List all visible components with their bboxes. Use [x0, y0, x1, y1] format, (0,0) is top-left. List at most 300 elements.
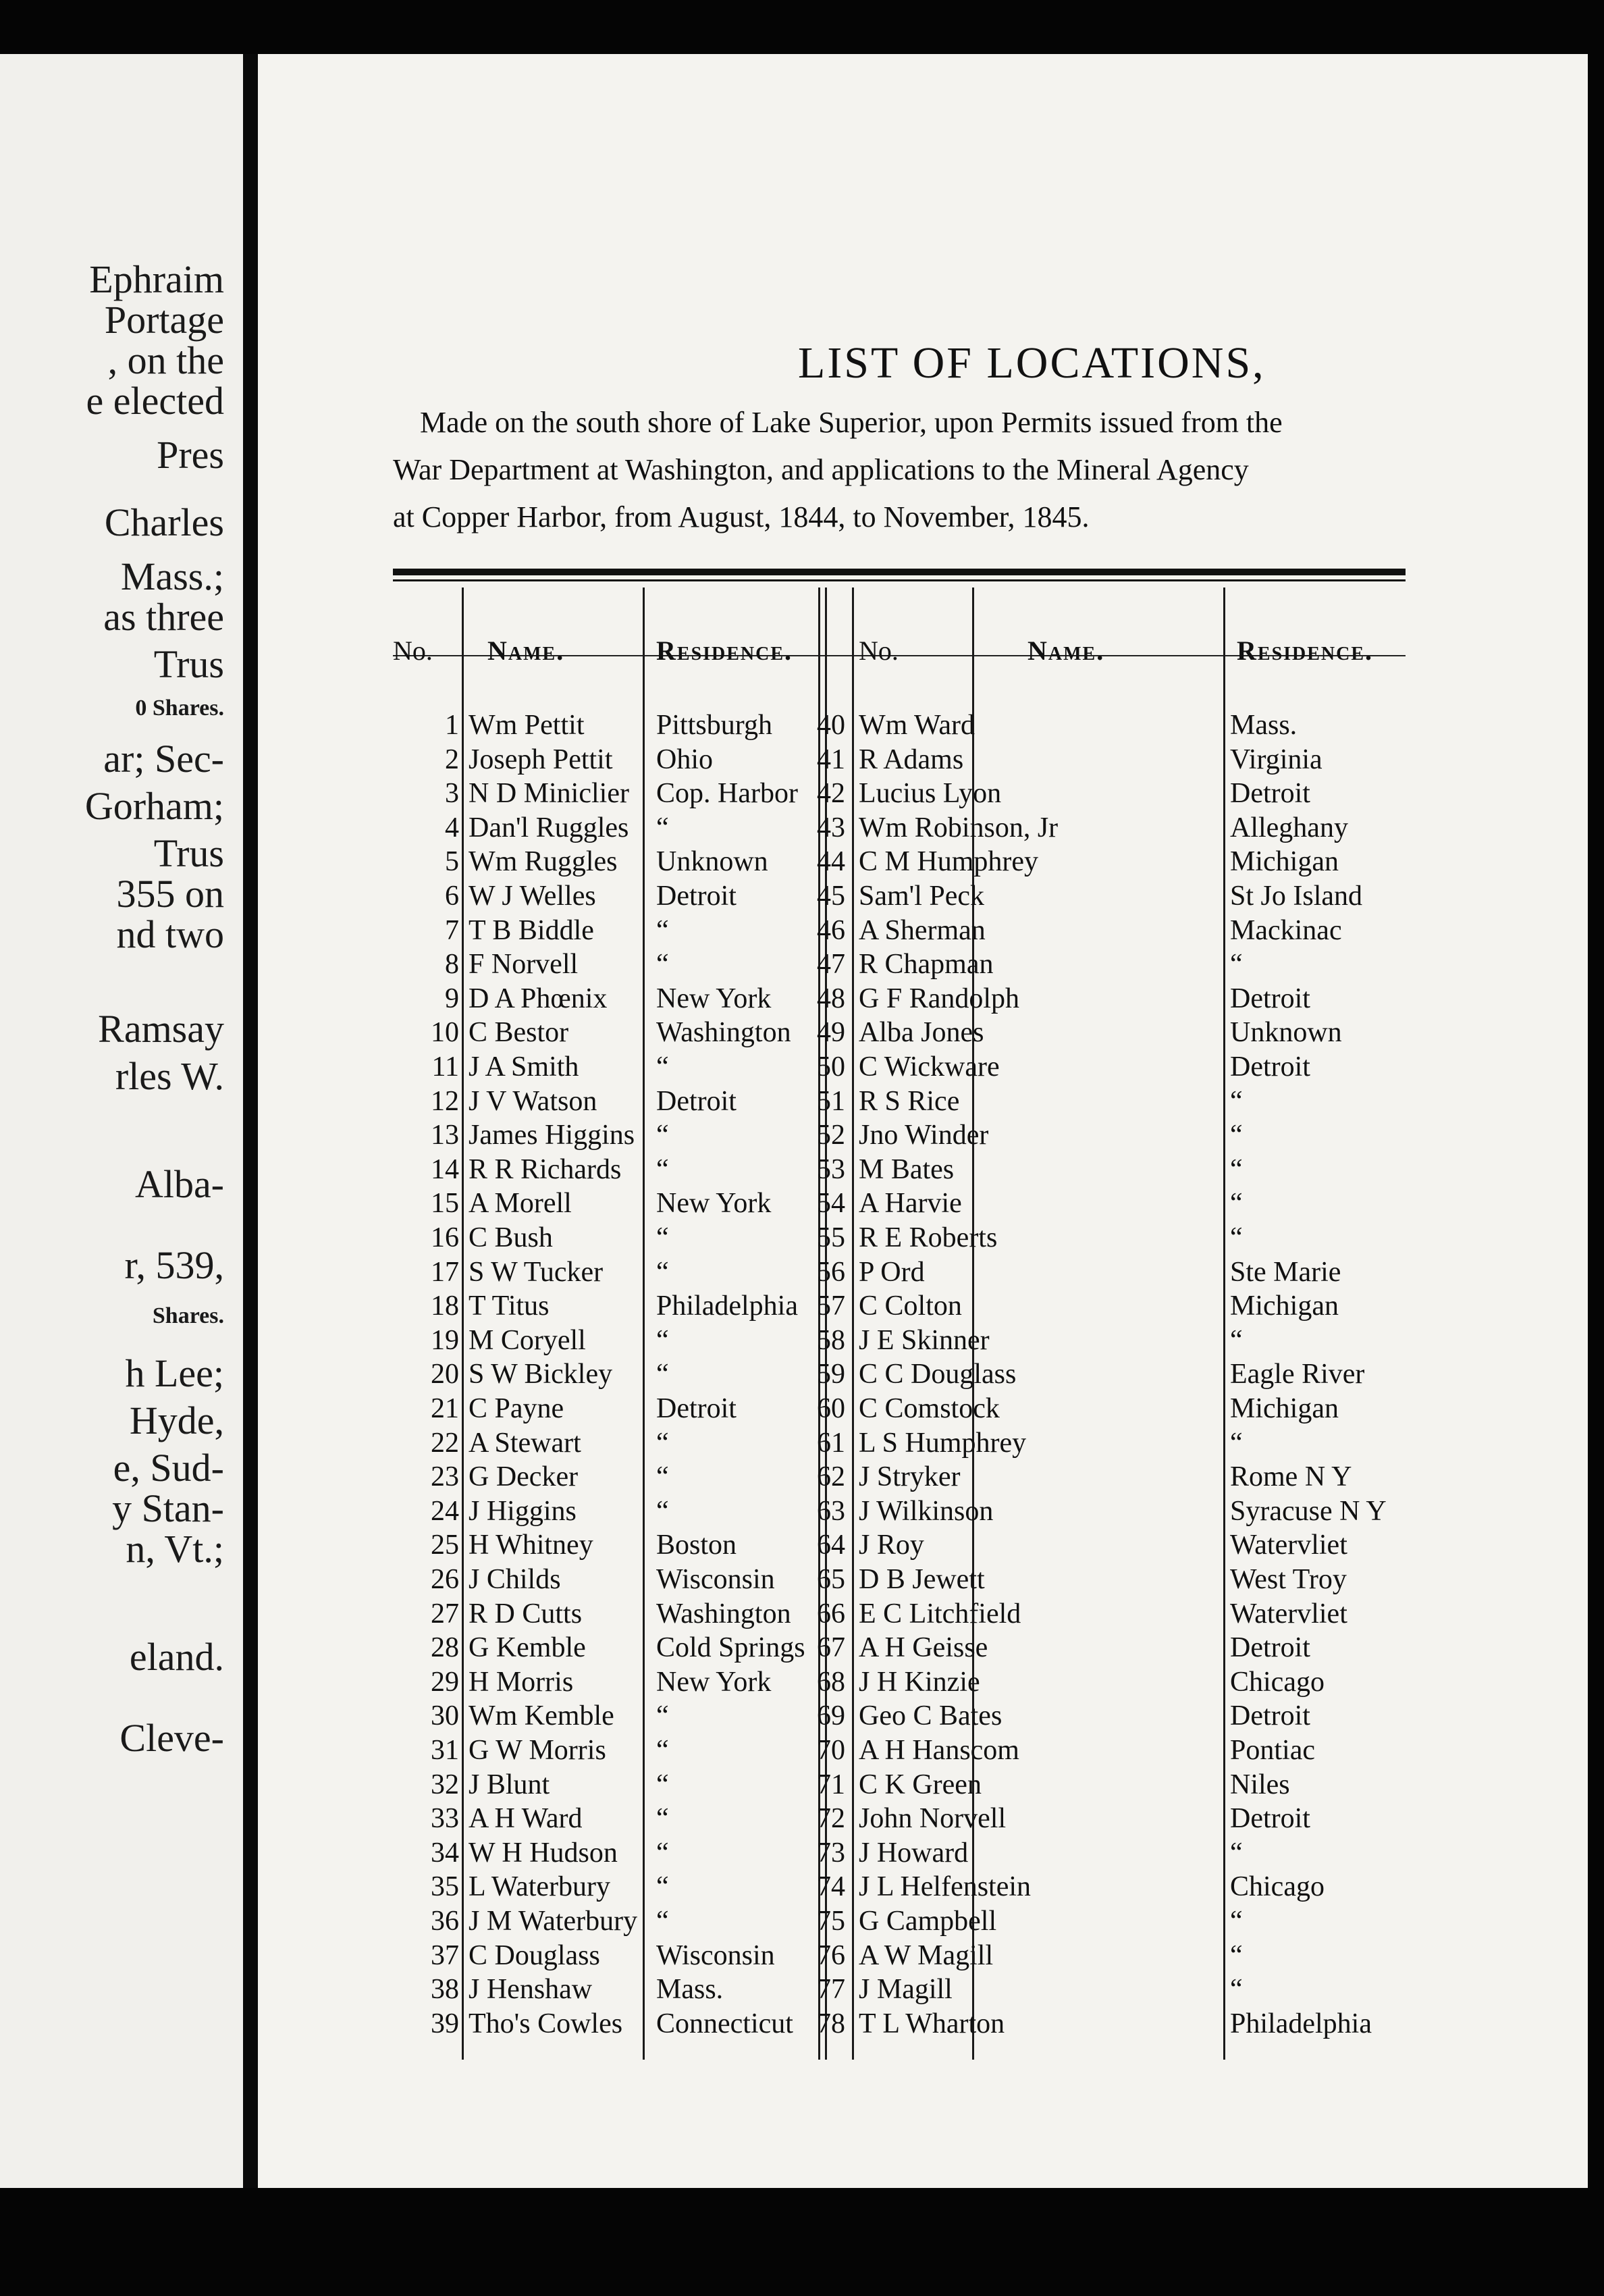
location-number: 73	[817, 1837, 845, 1869]
facing-page-line: Ramsay	[98, 1007, 224, 1051]
facing-page-line: , on the	[107, 338, 224, 382]
holder-residence: Detroit	[656, 1393, 737, 1424]
table-row	[386, 1119, 1412, 1153]
holder-residence: “	[656, 812, 669, 843]
document-page	[258, 54, 1588, 2188]
holder-residence: Unknown	[1230, 1017, 1342, 1049]
holder-name: E C Litchfield	[859, 1598, 1021, 1629]
table-row	[386, 1598, 1412, 1632]
holder-residence: “	[1230, 1974, 1243, 2006]
holder-residence: Detroit	[656, 1085, 737, 1117]
location-number: 31	[431, 1735, 459, 1766]
holder-name: L S Humphrey	[859, 1427, 1027, 1459]
table-row	[386, 1495, 1412, 1529]
holder-name: D A Phœnix	[469, 983, 608, 1014]
table-row	[386, 1187, 1412, 1221]
holder-residence: Unknown	[656, 846, 768, 878]
holder-residence: Washington	[656, 1598, 791, 1629]
holder-residence: Syracuse N Y	[1230, 1495, 1387, 1527]
holder-residence: “	[656, 1461, 669, 1493]
facing-page-line: Trus	[153, 831, 224, 875]
table-row	[386, 1358, 1412, 1392]
holder-name: Dan'l Ruggles	[469, 812, 629, 843]
location-number: 49	[817, 1017, 845, 1049]
holder-residence: “	[1230, 949, 1243, 981]
header-name-right: Name.	[1027, 635, 1105, 666]
facing-page-line: Cleve-	[119, 1716, 224, 1760]
location-number: 51	[817, 1085, 845, 1117]
page-title: LIST OF LOCATIONS,	[798, 338, 1266, 388]
location-number: 68	[817, 1666, 845, 1698]
holder-residence: Chicago	[1230, 1666, 1325, 1698]
facing-page-line: r, 539,	[124, 1243, 224, 1287]
holder-name: R S Rice	[859, 1085, 960, 1117]
holder-residence: “	[656, 1495, 669, 1527]
location-number: 70	[817, 1735, 845, 1766]
holder-residence: Cold Springs	[656, 1632, 805, 1664]
facing-page-line: rles W.	[115, 1054, 224, 1098]
table-row	[386, 777, 1412, 811]
location-number: 62	[817, 1461, 845, 1493]
location-number: 64	[817, 1530, 845, 1561]
location-number: 30	[431, 1700, 459, 1732]
holder-residence: “	[656, 1871, 669, 1903]
holder-residence: Detroit	[656, 881, 737, 912]
holder-name: C Douglass	[469, 1939, 600, 1971]
holder-residence: Boston	[656, 1530, 737, 1561]
holder-residence: “	[656, 949, 669, 981]
holder-name: Joseph Pettit	[469, 743, 613, 775]
holder-residence: “	[656, 1906, 669, 1937]
holder-residence: “	[656, 1324, 669, 1356]
holder-name: G Decker	[469, 1461, 579, 1493]
holder-residence: “	[656, 1256, 669, 1288]
holder-residence: Connecticut	[656, 2008, 793, 2039]
header-name-left: Name.	[487, 635, 565, 666]
holder-residence: Philadelphia	[1230, 2008, 1372, 2039]
location-number: 52	[817, 1120, 845, 1151]
location-number: 56	[817, 1256, 845, 1288]
holder-residence: “	[1230, 1085, 1243, 1117]
holder-name: A Sherman	[859, 914, 986, 946]
location-number: 63	[817, 1495, 845, 1527]
location-number: 18	[431, 1290, 459, 1322]
facing-page-line: as three	[103, 595, 224, 639]
holder-residence: Alleghany	[1230, 812, 1348, 843]
location-number: 1	[445, 710, 459, 741]
holder-name: G Campbell	[859, 1906, 997, 1937]
facing-page-line: Hyde,	[129, 1399, 224, 1442]
holder-residence: Detroit	[1230, 1051, 1310, 1082]
holder-residence: New York	[656, 1666, 772, 1698]
holder-name: M Bates	[859, 1153, 955, 1185]
holder-name: Sam'l Peck	[859, 881, 985, 912]
holder-name: F Norvell	[469, 949, 579, 981]
facing-page-line: Alba-	[134, 1162, 224, 1206]
facing-page-line: h Lee;	[125, 1351, 224, 1395]
holder-name: W J Welles	[469, 881, 596, 912]
holder-residence: “	[656, 1427, 669, 1459]
holder-name: J Childs	[469, 1564, 561, 1595]
facing-page-line: Shares.	[152, 1303, 224, 1328]
holder-name: A Harvie	[859, 1188, 962, 1220]
holder-residence: “	[656, 1153, 669, 1185]
holder-name: C Wickware	[859, 1051, 1000, 1082]
holder-residence: “	[656, 914, 669, 946]
holder-residence: “	[656, 1769, 669, 1800]
location-number: 19	[431, 1324, 459, 1356]
location-number: 2	[445, 743, 459, 775]
location-number: 66	[817, 1598, 845, 1629]
location-number: 54	[817, 1188, 845, 1220]
location-number: 25	[431, 1530, 459, 1561]
holder-residence: Michigan	[1230, 846, 1339, 878]
holder-name: G F Randolph	[859, 983, 1020, 1014]
table-row	[386, 1871, 1412, 1904]
holder-residence: “	[656, 1735, 669, 1766]
location-number: 40	[817, 710, 845, 741]
location-number: 58	[817, 1324, 845, 1356]
location-number: 33	[431, 1803, 459, 1835]
table-row	[386, 1222, 1412, 1255]
facing-page-line: Mass.;	[120, 554, 224, 598]
holder-residence: West Troy	[1230, 1564, 1347, 1595]
location-number: 7	[445, 914, 459, 946]
holder-residence: Watervliet	[1230, 1598, 1347, 1629]
table-row	[386, 1085, 1412, 1119]
holder-residence: Detroit	[1230, 1803, 1310, 1835]
location-number: 55	[817, 1222, 845, 1253]
table-row	[386, 1153, 1412, 1187]
holder-residence: Michigan	[1230, 1290, 1339, 1322]
holder-name: A Morell	[469, 1188, 572, 1220]
holder-name: Jno Winder	[859, 1120, 989, 1151]
holder-residence: “	[656, 1051, 669, 1082]
holder-name: C Comstock	[859, 1393, 1000, 1424]
holder-name: Geo C Bates	[859, 1700, 1002, 1732]
holder-residence: Chicago	[1230, 1871, 1325, 1903]
holder-residence: “	[656, 1120, 669, 1151]
location-number: 41	[817, 743, 845, 775]
holder-name: R Chapman	[859, 949, 994, 981]
location-number: 8	[445, 949, 459, 981]
holder-residence: Cop. Harbor	[656, 778, 798, 810]
book-gutter	[243, 54, 258, 2188]
subtitle-line-2: War Department at Washington, and applications to the Mineral Agency	[393, 453, 1249, 486]
holder-residence: “	[656, 1837, 669, 1869]
facing-page-fragment	[0, 54, 243, 2188]
holder-name: T Titus	[469, 1290, 550, 1322]
holder-name: H Whitney	[469, 1530, 593, 1561]
location-number: 28	[431, 1632, 459, 1664]
holder-name: C Bush	[469, 1222, 553, 1253]
holder-name: H Morris	[469, 1666, 574, 1698]
holder-residence: “	[1230, 1120, 1243, 1151]
holder-name: J Magill	[859, 1974, 953, 2006]
holder-residence: Niles	[1230, 1769, 1290, 1800]
holder-name: S W Bickley	[469, 1359, 613, 1390]
holder-name: M Coryell	[469, 1324, 586, 1356]
location-number: 45	[817, 881, 845, 912]
location-number: 21	[431, 1393, 459, 1424]
facing-page-line: e, Sud-	[113, 1446, 224, 1490]
holder-name: C Colton	[859, 1290, 962, 1322]
holder-name: T L Wharton	[859, 2008, 1005, 2039]
location-number: 17	[431, 1256, 459, 1288]
location-number: 71	[817, 1769, 845, 1800]
location-number: 6	[445, 881, 459, 912]
holder-residence: “	[1230, 1324, 1243, 1356]
location-number: 16	[431, 1222, 459, 1253]
table-row	[386, 948, 1412, 982]
holder-name: G W Morris	[469, 1735, 606, 1766]
table-row	[386, 1734, 1412, 1768]
holder-residence: Wisconsin	[656, 1564, 775, 1595]
subtitle-line-1: Made on the south shore of Lake Superior, upon Permits issued from the	[420, 406, 1283, 439]
locations-table	[386, 588, 1412, 2060]
holder-name: J Higgins	[469, 1495, 577, 1527]
location-number: 20	[431, 1359, 459, 1390]
location-number: 13	[431, 1120, 459, 1151]
location-number: 42	[817, 778, 845, 810]
holder-name: A H Geisse	[859, 1632, 988, 1664]
holder-residence: “	[1230, 1427, 1243, 1459]
holder-residence: St Jo Island	[1230, 881, 1363, 912]
holder-name: A H Hanscom	[859, 1735, 1019, 1766]
holder-residence: Michigan	[1230, 1393, 1339, 1424]
facing-page-line: y Stan-	[112, 1486, 224, 1530]
holder-residence: Pontiac	[1230, 1735, 1315, 1766]
holder-residence: Detroit	[1230, 1632, 1310, 1664]
table-row	[386, 1632, 1412, 1665]
holder-residence: “	[1230, 1222, 1243, 1253]
location-number: 4	[445, 812, 459, 843]
subtitle-line-3: at Copper Harbor, from August, 1844, to November, 1845.	[393, 500, 1090, 533]
location-number: 75	[817, 1906, 845, 1937]
facing-page-line: 0 Shares.	[135, 696, 224, 721]
holder-name: R Adams	[859, 743, 964, 775]
location-number: 46	[817, 914, 845, 946]
holder-residence: Washington	[656, 1017, 791, 1049]
holder-residence: Rome N Y	[1230, 1461, 1352, 1493]
holder-residence: “	[1230, 1939, 1243, 1971]
holder-residence: “	[656, 1803, 669, 1835]
facing-page-line: ar; Sec-	[103, 737, 224, 781]
table-row	[386, 1802, 1412, 1836]
holder-residence: Mackinac	[1230, 914, 1342, 946]
holder-residence: Detroit	[1230, 778, 1310, 810]
holder-name: S W Tucker	[469, 1256, 604, 1288]
holder-name: J Howard	[859, 1837, 969, 1869]
holder-name: J H Kinzie	[859, 1666, 980, 1698]
facing-page-line: eland.	[129, 1635, 224, 1679]
holder-residence: New York	[656, 983, 772, 1014]
facing-page-line: 355 on	[116, 872, 224, 916]
holder-residence: New York	[656, 1188, 772, 1220]
location-number: 29	[431, 1666, 459, 1698]
holder-residence: “	[1230, 1153, 1243, 1185]
holder-residence: Detroit	[1230, 983, 1310, 1014]
holder-name: C Payne	[469, 1393, 564, 1424]
location-number: 10	[431, 1017, 459, 1049]
location-number: 27	[431, 1598, 459, 1629]
location-number: 26	[431, 1564, 459, 1595]
holder-name: Wm Robinson, Jr	[859, 812, 1059, 843]
holder-name: C K Green	[859, 1769, 982, 1800]
location-number: 59	[817, 1359, 845, 1390]
location-number: 38	[431, 1974, 459, 2006]
holder-name: Tho's Cowles	[469, 2008, 623, 2039]
location-number: 78	[817, 2008, 845, 2039]
table-row	[386, 743, 1412, 777]
holder-residence: Pittsburgh	[656, 710, 772, 741]
location-number: 3	[445, 778, 459, 810]
holder-name: C Bestor	[469, 1017, 569, 1049]
top-rule-thin	[393, 579, 1406, 581]
holder-residence: Eagle River	[1230, 1359, 1365, 1390]
holder-residence: Virginia	[1230, 743, 1322, 775]
holder-name: J Henshaw	[469, 1974, 593, 2006]
facing-page-line: n, Vt.;	[126, 1527, 224, 1571]
header-no-right: No.	[859, 635, 899, 666]
table-row	[386, 1016, 1412, 1050]
holder-name: R D Cutts	[469, 1598, 583, 1629]
location-number: 9	[445, 983, 459, 1014]
table-row	[386, 914, 1412, 948]
holder-residence: Ohio	[656, 743, 713, 775]
holder-name: J Blunt	[469, 1769, 550, 1800]
holder-name: Wm Ruggles	[469, 846, 618, 878]
location-number: 74	[817, 1871, 845, 1903]
holder-residence: “	[1230, 1906, 1243, 1937]
holder-name: J M Waterbury	[469, 1906, 638, 1937]
table-row	[386, 1666, 1412, 1700]
holder-name: N D Miniclier	[469, 778, 629, 810]
holder-residence: Wisconsin	[656, 1939, 775, 1971]
table-row	[386, 1837, 1412, 1871]
header-residence-left: Residence.	[656, 635, 793, 666]
location-number: 48	[817, 983, 845, 1014]
location-number: 44	[817, 846, 845, 878]
table-row	[386, 983, 1412, 1016]
location-number: 39	[431, 2008, 459, 2039]
facing-page-line: Portage	[104, 298, 224, 342]
header-residence-right: Residence.	[1237, 635, 1374, 666]
facing-page-line: Trus	[153, 642, 224, 686]
table-row	[386, 1427, 1412, 1461]
table-row	[386, 1461, 1412, 1494]
holder-name: J Wilkinson	[859, 1495, 994, 1527]
holder-residence: “	[656, 1700, 669, 1732]
holder-name: A H Ward	[469, 1803, 583, 1835]
location-number: 37	[431, 1939, 459, 1971]
table-row	[386, 1324, 1412, 1358]
holder-name: A Stewart	[469, 1427, 581, 1459]
holder-name: G Kemble	[469, 1632, 586, 1664]
facing-page-line: nd two	[116, 912, 224, 956]
location-number: 36	[431, 1906, 459, 1937]
table-row	[386, 812, 1412, 845]
holder-residence: Mass.	[656, 1974, 724, 2006]
location-number: 72	[817, 1803, 845, 1835]
table-row	[386, 1700, 1412, 1733]
location-number: 23	[431, 1461, 459, 1493]
top-rule	[393, 569, 1406, 575]
holder-name: J V Watson	[469, 1085, 597, 1117]
location-number: 76	[817, 1939, 845, 1971]
table-row	[386, 1290, 1412, 1324]
location-number: 67	[817, 1632, 845, 1664]
holder-residence: “	[656, 1359, 669, 1390]
table-row	[386, 709, 1412, 743]
table-row	[386, 1051, 1412, 1085]
location-number: 53	[817, 1153, 845, 1185]
holder-residence: Watervliet	[1230, 1530, 1347, 1561]
location-number: 24	[431, 1495, 459, 1527]
holder-residence: Philadelphia	[656, 1290, 798, 1322]
location-number: 34	[431, 1837, 459, 1869]
holder-name: D B Jewett	[859, 1564, 985, 1595]
location-number: 60	[817, 1393, 845, 1424]
table-row	[386, 1939, 1412, 1973]
facing-page-line: Ephraim	[89, 257, 224, 301]
location-number: 11	[431, 1051, 459, 1082]
holder-name: Wm Pettit	[469, 710, 585, 741]
table-row	[386, 2008, 1412, 2041]
holder-name: R R Richards	[469, 1153, 622, 1185]
location-number: 57	[817, 1290, 845, 1322]
holder-name: J Stryker	[859, 1461, 961, 1493]
location-number: 69	[817, 1700, 845, 1732]
table-row	[386, 1905, 1412, 1939]
holder-residence: “	[656, 1222, 669, 1253]
holder-name: James Higgins	[469, 1120, 635, 1151]
location-number: 14	[431, 1153, 459, 1185]
holder-name: R E Roberts	[859, 1222, 998, 1253]
holder-name: J E Skinner	[859, 1324, 990, 1356]
location-number: 50	[817, 1051, 845, 1082]
holder-name: C M Humphrey	[859, 846, 1038, 878]
table-row	[386, 1256, 1412, 1290]
location-number: 43	[817, 812, 845, 843]
holder-residence: Mass.	[1230, 710, 1298, 741]
holder-name: P Ord	[859, 1256, 925, 1288]
table-row	[386, 1973, 1412, 2007]
location-number: 61	[817, 1427, 845, 1459]
holder-residence: “	[1230, 1837, 1243, 1869]
table-row	[386, 1392, 1412, 1426]
facing-page-line: e elected	[86, 379, 224, 423]
holder-name: T B Biddle	[469, 914, 594, 946]
table-row	[386, 845, 1412, 879]
location-number: 5	[445, 846, 459, 878]
location-number: 12	[431, 1085, 459, 1117]
location-number: 65	[817, 1564, 845, 1595]
holder-name: Wm Kemble	[469, 1700, 614, 1732]
holder-residence: Detroit	[1230, 1700, 1310, 1732]
holder-name: J A Smith	[469, 1051, 579, 1082]
table-row	[386, 1563, 1412, 1597]
facing-page-line: Gorham;	[84, 784, 224, 828]
location-number: 15	[431, 1188, 459, 1220]
location-number: 47	[817, 949, 845, 981]
holder-name: A W Magill	[859, 1939, 994, 1971]
holder-name: Lucius Lyon	[859, 778, 1002, 810]
table-row	[386, 1769, 1412, 1802]
table-row	[386, 880, 1412, 914]
holder-name: Wm Ward	[859, 710, 975, 741]
holder-name: W H Hudson	[469, 1837, 618, 1869]
